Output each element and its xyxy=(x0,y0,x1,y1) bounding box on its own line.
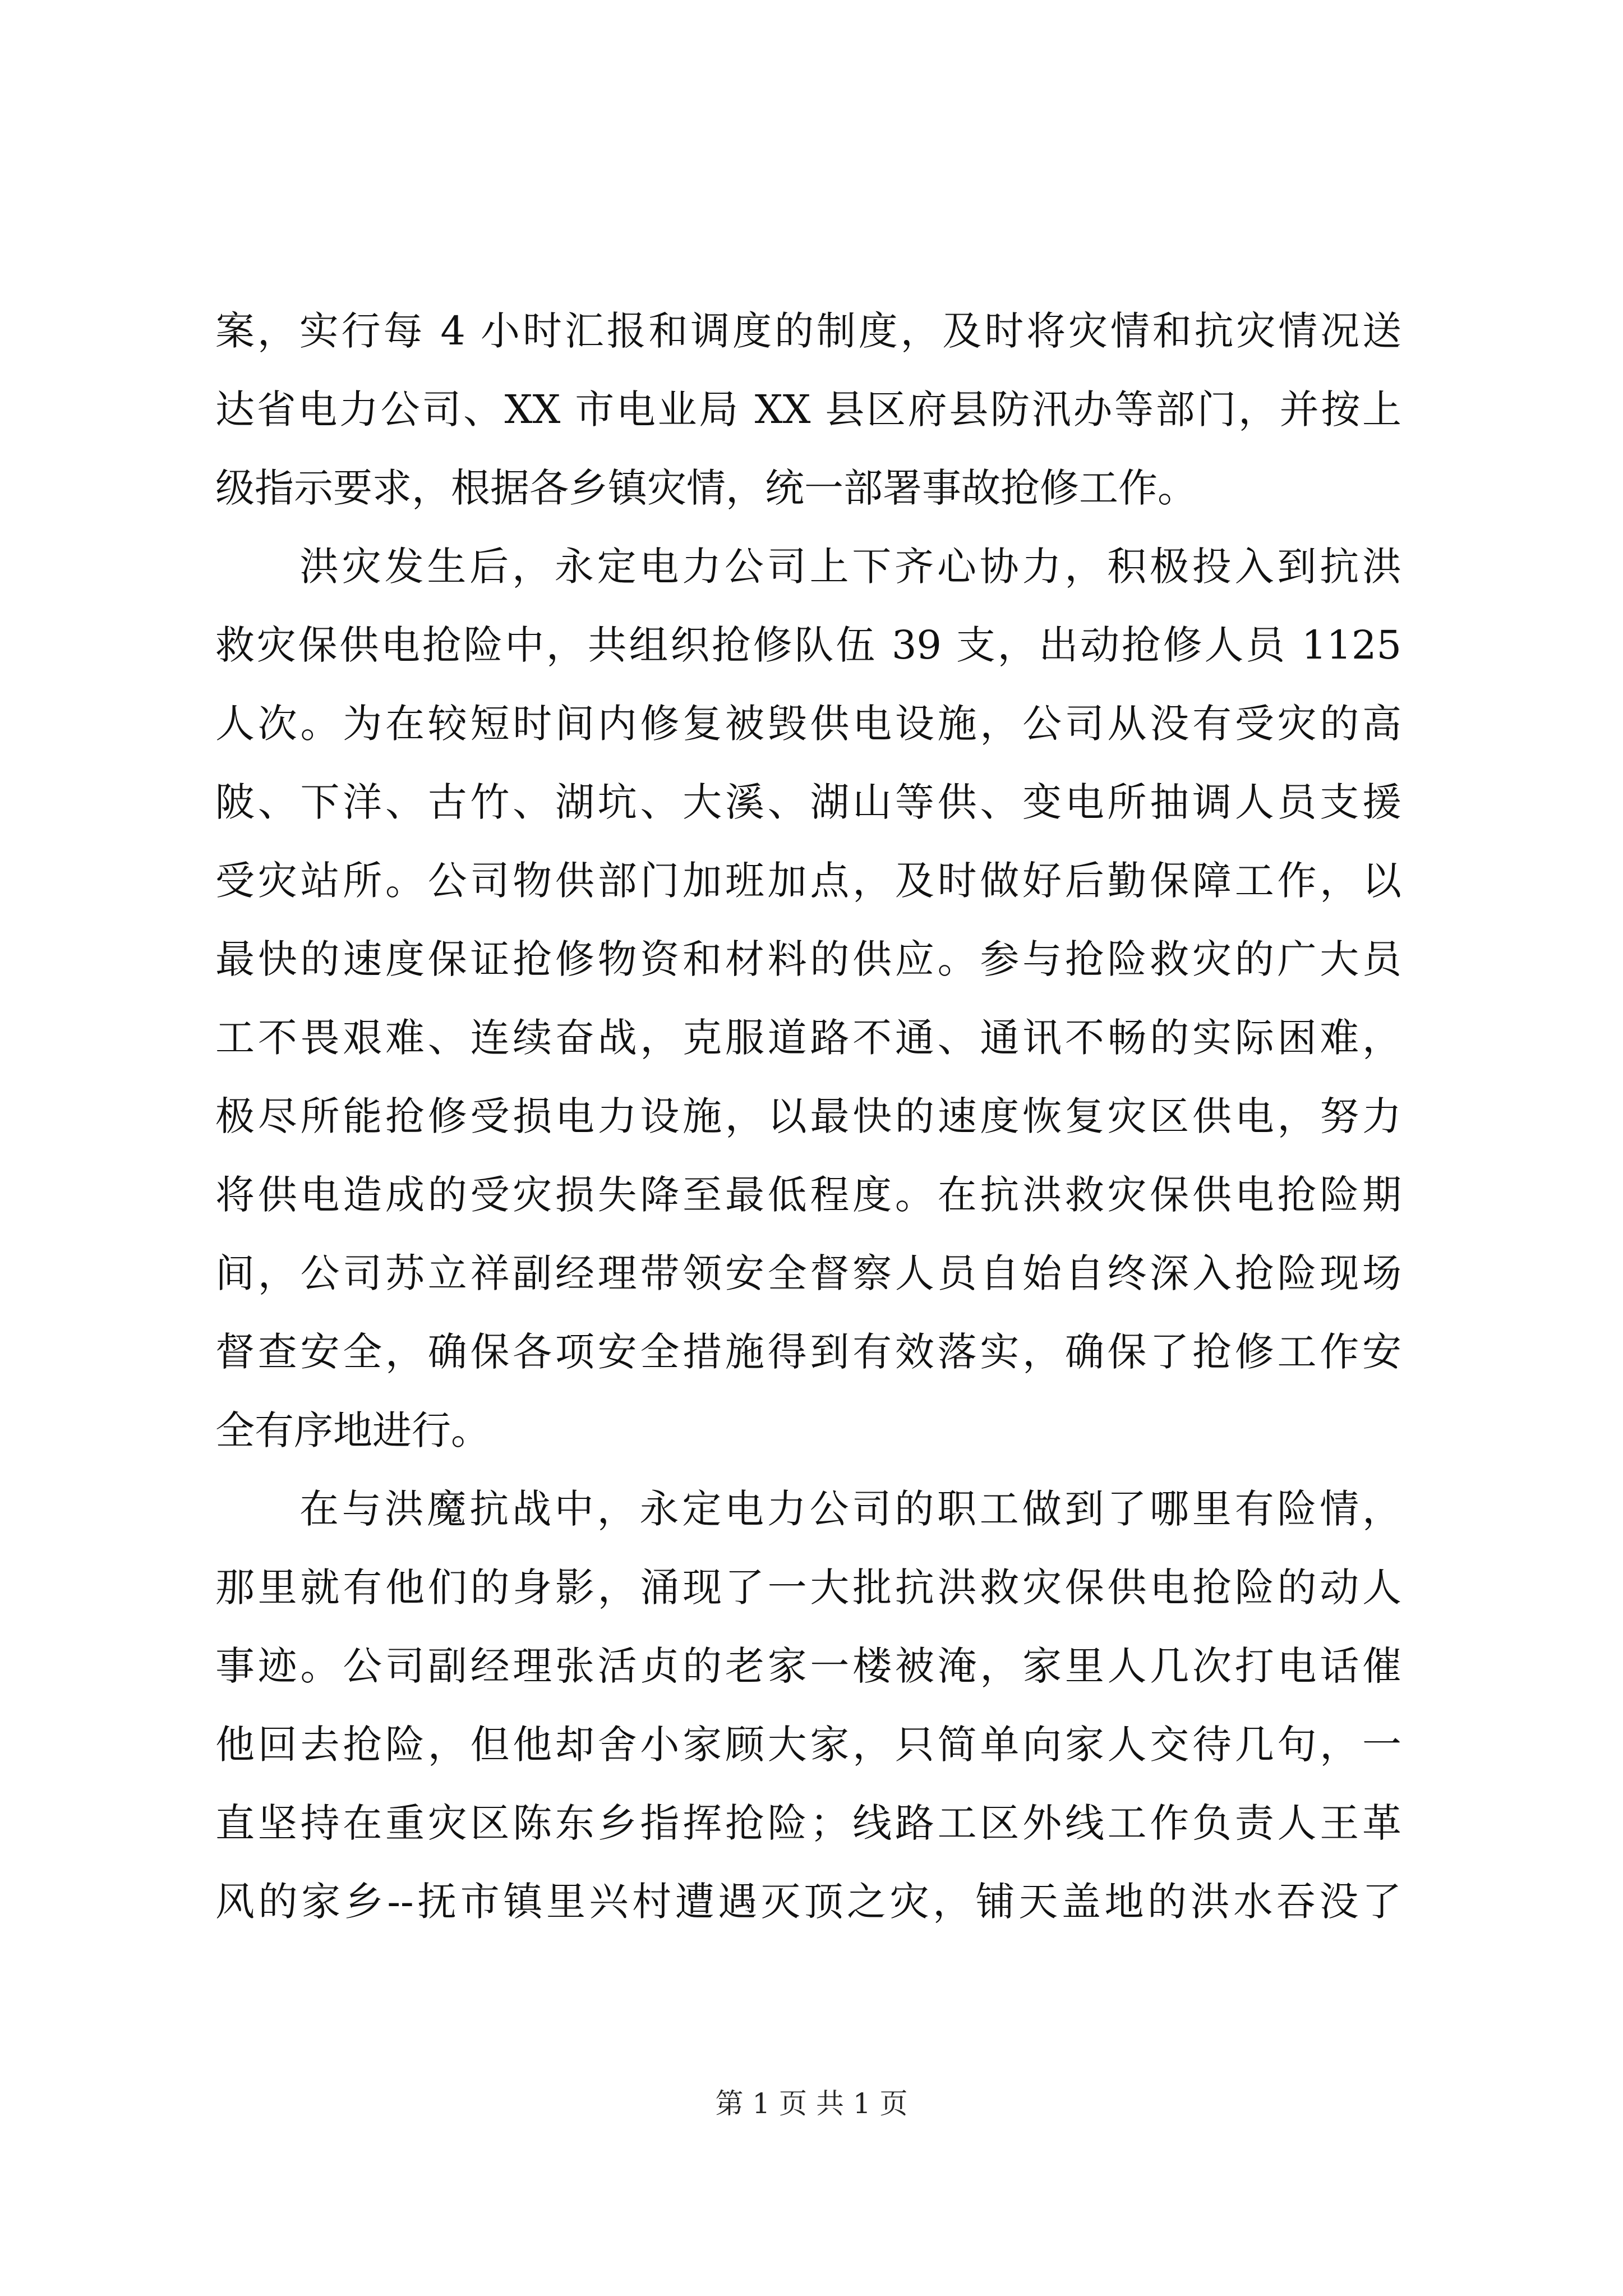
body-text-line: 间，公司苏立祥副经理带领安全督察人员自始自终深入抢险现场 xyxy=(215,1250,1401,1296)
body-text-line: 他回去抢险，但他却舍小家顾大家，只简单向家人交待几句，一 xyxy=(215,1722,1401,1768)
body-text-line: 全有序地进行。 xyxy=(215,1407,490,1453)
body-text-line: 陂、下洋、古竹、湖坑、大溪、湖山等供、变电所抽调人员支援 xyxy=(215,779,1401,825)
body-text-line: 极尽所能抢修受损电力设施，以最快的速度恢复灾区供电，努力 xyxy=(215,1093,1401,1139)
body-text-line: 事迹。公司副经理张活贞的老家一楼被淹，家里人几次打电话催 xyxy=(215,1643,1401,1689)
body-text-line: 人次。为在较短时间内修复被毁供电设施，公司从没有受灾的高 xyxy=(215,701,1401,747)
body-text-line: 督查安全，确保各项安全措施得到有效落实，确保了抢修工作安 xyxy=(215,1329,1401,1375)
paragraph-first-line: 洪灾发生后，永定电力公司上下齐心协力，积极投入到抗洪 xyxy=(299,544,1401,590)
body-text-line: 风的家乡--抚市镇里兴村遭遇灭顶之灾，铺天盖地的洪水吞没了 xyxy=(215,1879,1401,1925)
body-text-line: 级指示要求，根据各乡镇灾情，统一部署事故抢修工作。 xyxy=(215,465,1197,511)
body-text-line: 工不畏艰难、连续奋战，克服道路不通、通讯不畅的实际困难， xyxy=(215,1015,1401,1061)
body-text-line: 案，实行每 4 小时汇报和调度的制度，及时将灾情和抗灾情况送 xyxy=(215,308,1401,354)
paragraph-first-line: 在与洪魔抗战中，永定电力公司的职工做到了哪里有险情， xyxy=(299,1486,1401,1532)
body-text-line: 达省电力公司、XX 市电业局 XX 县区府县防汛办等部门，并按上 xyxy=(215,386,1401,432)
body-text-line: 那里就有他们的身影，涌现了一大批抗洪救灾保供电抢险的动人 xyxy=(215,1565,1401,1611)
page-number-footer: 第 1 页 共 1 页 xyxy=(715,2087,908,2120)
body-text-line: 最快的速度保证抢修物资和材料的供应。参与抢险救灾的广大员 xyxy=(215,936,1401,982)
body-text-line: 直坚持在重灾区陈东乡指挥抢险；线路工区外线工作负责人王革 xyxy=(215,1800,1401,1846)
document-body xyxy=(215,292,1401,1941)
body-text-line: 将供电造成的受灾损失降至最低程度。在抗洪救灾保供电抢险期 xyxy=(215,1172,1401,1218)
body-text-line: 救灾保供电抢险中，共组织抢修队伍 39 支，出动抢修人员 1125 xyxy=(215,622,1401,668)
body-text-line: 受灾站所。公司物供部门加班加点，及时做好后勤保障工作，以 xyxy=(215,858,1401,904)
